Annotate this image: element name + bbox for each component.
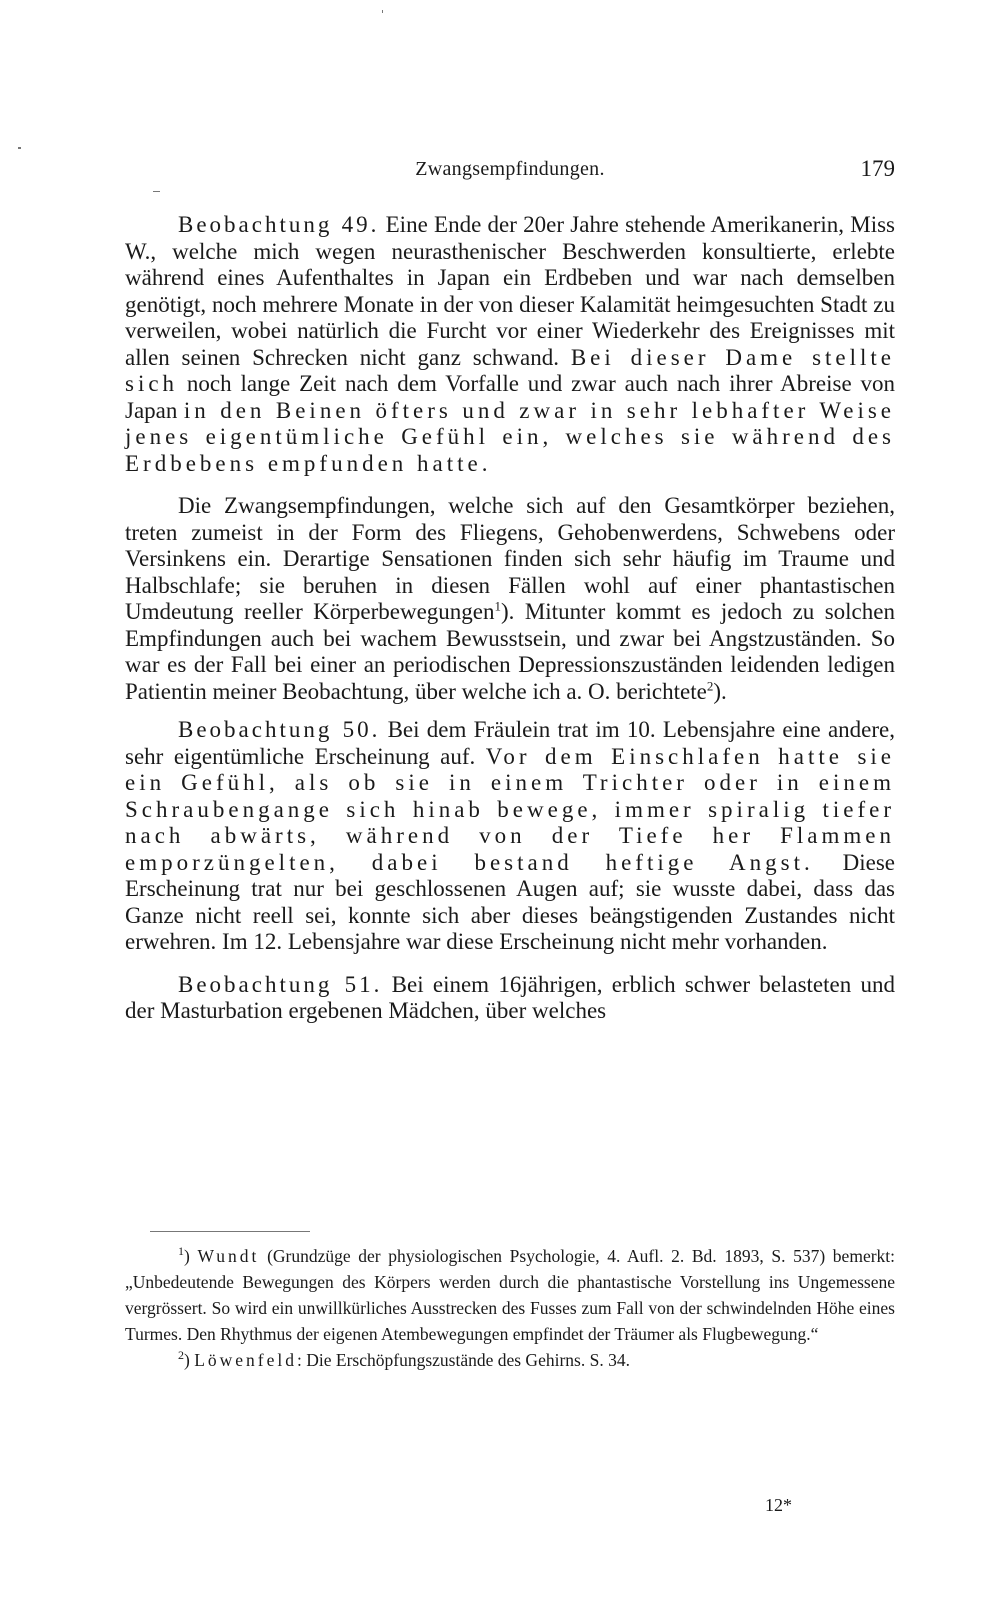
running-title: Zwangsempfindungen.: [415, 158, 605, 180]
page-header: [125, 158, 895, 188]
footnote-mark: 2: [178, 1348, 184, 1363]
paragraph-observation-50: Beobachtung 50. Bei dem Fräulein trat im 10. Lebensjahre eine andere, sehr eigentümliche Erscheinung auf. Vor dem Einschlafen hatte sie ein Gefühl, als ob sie in einem Trichter oder in einem Schraubengange sich hinab bewege, immer spiralig tiefer nach abwärts, während von der Tiefe her Flammen emporzüngelten, dabei bestand heftige Angst. Diese Erscheinung trat nur bei geschlossenen Augen auf; sie wusste dabei, dass das Ganze nicht reell sei, konnte sich aber dieses beängstigenden Zustandes nicht erwehren. Im 12. Lebensjahre war diese Erscheinung nicht mehr vorhanden.: [125, 717, 896, 954]
footnote-divider: [150, 1231, 310, 1232]
footnote-1: $^1$) Wundt (Grundzüge der physiologischen Psychologie, 4. Aufl. 2. Bd. 1893, S. 537) bemerkt: „Unbedeutende Bewegungen des Körpers werden durch die phantastische Vorstellung ins Ungemessene vergrössert. So wird ein unwillkürliches Ausstrecken des Fusses zum Fall von der schwindelnden Höhe eines Turmes. Den Rhythmus der eigenen Atembewegungen empfindet der Träumer als Flugbewegung.“: [125, 1244, 896, 1344]
scan-speck: [18, 147, 21, 149]
spaced-emphasis: Vor dem Einschlafen hatte sie ein Gefühl, als ob sie in einem Trichter oder in einem Schraubengange sich hinab bewege, immer spiralig tiefer nach abwärts, während von der Tiefe her Flammen emporzüngelten, dabei bestand heftige Angst.: [125, 743, 895, 875]
page-number: 179: [860, 156, 895, 181]
spaced-emphasis: Bei dieser Dame stellte sich: [125, 344, 896, 396]
footnote-ref[interactable]: 2: [706, 677, 714, 693]
footnote-author: Löwenfeld: [194, 1350, 298, 1370]
paragraph-observation-51: Beobachtung 51. Bei einem 16jährigen, erblich schwer belasteten und der Masturbation ergebenen Mädchen, über welches: [125, 971, 895, 1023]
footnote-2: $^2$) Löwenfeld: Die Erschöpfungszustände des Gehirns. S. 34.: [178, 1348, 630, 1370]
spaced-emphasis: in den Beinen öfters und zwar in sehr lebhafter Weise jenes eigentümliche Gefühl ein, welches sie während des Erdbebens empfunden hatte.: [125, 397, 895, 476]
footnotes: [125, 1243, 895, 1373]
footnote-mark: 1: [178, 1244, 184, 1259]
observation-label: Beobachtung 50.: [178, 717, 381, 742]
sheet-signature: 12*: [765, 1495, 792, 1515]
footnote-author: Wundt: [197, 1246, 260, 1266]
body-text: [125, 212, 895, 1037]
footnote-ref[interactable]: 1: [494, 598, 502, 614]
paragraph-general: Die Zwangsempfindungen, welche sich auf den Gesamtkörper beziehen, treten zumeist in der Form des Fliegens, Gehobenwerdens, Schwebens oder Versinkens ein. Derartige Sensationen finden sich sehr häufig im Traume und Halbschlafe; sie beruhen in diesen Fällen wohl auf einer phantastischen Umdeutung reeller Körperbewegungen$^1$). Mitunter kommt es jedoch zu solchen Empfindungen auch bei wachem Bewusstsein, und zwar bei Angstzuständen. So war es der Fall bei einer an periodischen Depressionszuständen leidenden ledigen Patientin meiner Beobachtung, über welche ich a. O. berichtete$^2$).: [125, 493, 895, 704]
paragraph-observation-49: Beobachtung 49. Eine Ende der 20er Jahre stehende Amerikanerin, Miss W., welche mich wegen neurasthenischer Beschwerden konsultierte, erlebte während eines Aufenthaltes in Japan ein Erdbeben und war nach demselben genötigt, noch mehrere Monate in der von dieser Kalamität heimgesuchten Stadt zu verweilen, wobei natürlich die Furcht vor einer Wiederkehr des Ereignisses mit allen seinen Schrecken nicht ganz schwand. Bei dieser Dame stellte sich noch lange Zeit nach dem Vorfalle und zwar auch nach ihrer Abreise von Japan in den Beinen öfters und zwar in sehr lebhafter Weise jenes eigentümliche Gefühl ein, welches sie während des Erdbebens empfunden hatte.: [125, 212, 896, 476]
scan-speck: [382, 10, 383, 13]
observation-label: Beobachtung 51.: [178, 971, 383, 997]
observation-label: Beobachtung 49.: [178, 212, 380, 237]
scan-speck: [153, 191, 160, 192]
